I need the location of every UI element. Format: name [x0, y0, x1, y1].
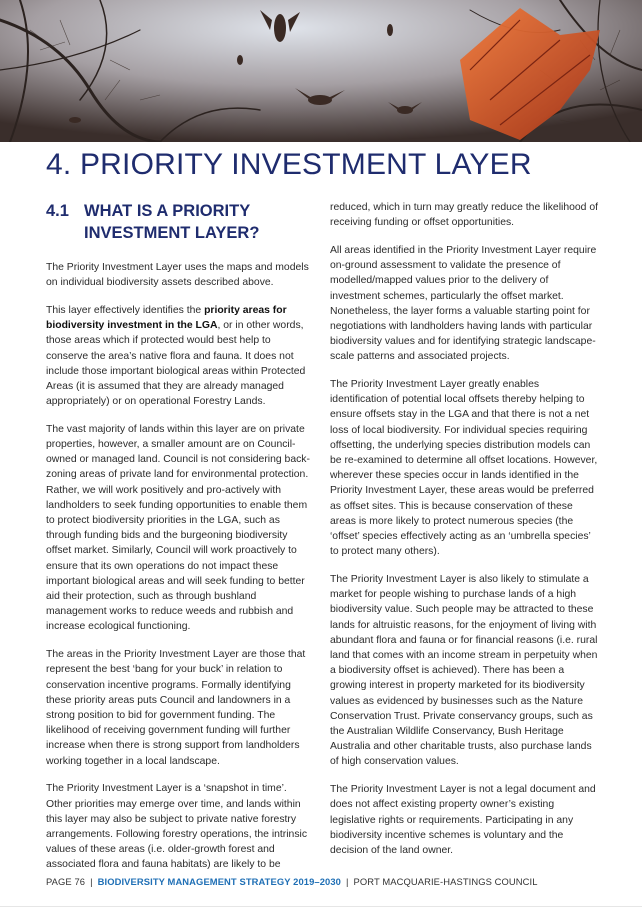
paragraph: The Priority Investment Layer is not a legal document and does not affect existing property owner’s existing legislative rights or requirements. Participating in any biodiversity incentive schemes is voluntary and the decision of the land owner.: [330, 784, 596, 856]
paragraph-text: , or in other words, those areas which if protected would best help to conserve the area’s native flora and fauna. It does not include those important biological areas within Protected Areas (it is assumed that they are already managed appropriately) or on operational Forestry Lands.: [46, 320, 306, 408]
paragraph: The areas in the Priority Investment Layer are those that represent the best ‘bang for your buck’ in relation to conservation incentive programs. Formally identifying these priority areas puts Council and landowners in a strong position to bid for government funding. The likelihood of receiving government funding will further increase when there is strong support from landholders working together in a local landscape.: [46, 649, 306, 767]
paragraph: The Priority Investment Layer is also likely to stimulate a market for people wishing to purchase lands of a high biodiversity value. Such people may be attracted to these lands for altruistic reasons, for the enjoyment of living with abundant flora and fauna or for financial reasons (i.e. rural land that comes with an income stream in perpetuity when a biodiversity offset is achieved). There has been a growing interest in property marketed for its biodiversity values as evidenced by businesses such as the Nature Conservation Trust. Private conservancy groups, such as the Australian Wildlife Conservancy, Bush Heritage Australia and other charitable trusts, also purchase lands of high conservation values.: [330, 573, 598, 768]
section-number: 4.1: [46, 202, 69, 220]
paragraph: All areas identified in the Priority Investment Layer require on-ground assessment to validate the presence of modelled/mapped values prior to the delivery of investment schemes, particularly the offset market. Nonetheless, the layer forms a valuable starting point for negotiations with landholders having lands with particular biodiversity values and for identifying strategic landscape-scale patterns and associated projects.: [330, 244, 597, 363]
footer-separator: |: [345, 876, 349, 887]
section-heading: [46, 200, 314, 244]
left-column: [46, 200, 314, 885]
document-title: BIODIVERSITY MANAGEMENT STRATEGY 2019–2030: [97, 876, 341, 887]
paragraph: The Priority Investment Layer is a ‘snapshot in time’. Other priorities may emerge over time, and lands within this layer may also be subject to private native forestry arrangements. Following forestry operations, the intrinsic values of these areas (i.e. older-growth forest and associated flora and fauna habitats) are likely to be: [46, 783, 308, 871]
footer-separator: |: [90, 876, 93, 887]
bold-emphasis: priority areas for biodiversity investment in the LGA: [46, 304, 287, 332]
page-number: PAGE 76: [46, 876, 86, 887]
paragraph: The Priority Investment Layer greatly enables identification of potential local offsets thereby helping to ensure offsets stay in the LGA and that there is not a net loss of local biodiversity. For individual species requiring offsetting, the underlying species distribution models can be re-examined to determine all offset locations. However, wherever these species occur in lands identified in the Priority Investment Layer, these areas would be preferred as offset sites. This is because conservation of these areas is more likely to protect numerous species (the ‘offset’ species effectively acting as an ‘umbrella species’ to protect many others).: [330, 379, 598, 558]
council-name: PORT MACQUARIE-HASTINGS COUNCIL: [353, 876, 538, 887]
paragraph: reduced, which in turn may greatly reduce the likelihood of receiving funding or offset opportunities.: [330, 202, 598, 229]
right-column: [330, 200, 598, 871]
paragraph: The vast majority of lands within this layer are on private properties, however, a smaller amount are on Council-owned or managed land. Council is not considering back-zoning areas of private land for environmental protection. Rather, we will work positively and pro-actively with landholders to seek funding opportunities to enable them to protect biodiversity priorities in the LGA, such as through funding bids and the burgeoning biodiversity offset market. Similarly, Council will work proactively to ensure that its own operations do not impact these important biological areas and will seek funding to better aid their protection, such as through bushland management works to reduce weeds and rubbish and increase ecological functioning.: [46, 423, 310, 633]
paragraph-text: This layer effectively identifies the: [46, 304, 205, 316]
header-photo-banner: [0, 0, 642, 142]
section-title: WHAT IS A PRIORITY INVESTMENT LAYER?: [84, 202, 260, 242]
flying-fox-photo: [0, 0, 642, 142]
paragraph: The Priority Investment Layer uses the maps and models on individual biodiversity assets described above.: [46, 262, 309, 289]
page-title: 4. PRIORITY INVESTMENT LAYER: [46, 148, 532, 181]
paragraph: [46, 303, 314, 409]
page-footer: [46, 876, 538, 887]
